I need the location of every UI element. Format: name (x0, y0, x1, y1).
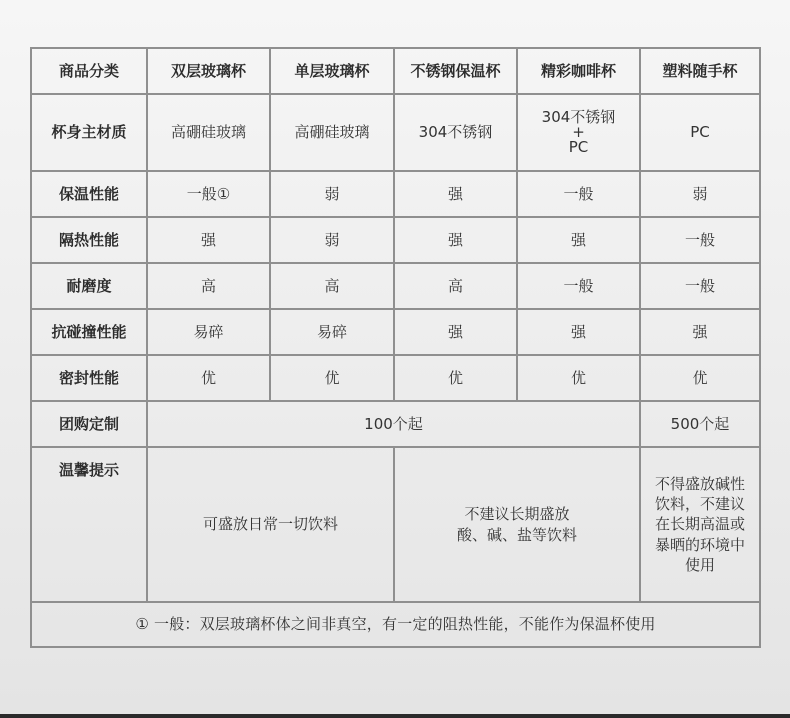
footnote-row (31, 602, 760, 647)
table-cell: 一般 (640, 263, 760, 309)
table-cell: 强 (517, 217, 640, 263)
row-label-material: 杯身主材质 (31, 94, 147, 171)
table-cell: 强 (394, 171, 517, 217)
row-label-impact: 抗碰撞性能 (31, 309, 147, 355)
col-header-plastic-cup: 塑料随手杯 (640, 48, 760, 94)
table-row (31, 94, 760, 171)
table-cell: 优 (394, 355, 517, 401)
table-row (31, 309, 760, 355)
row-label-insulation: 保温性能 (31, 171, 147, 217)
footnote: ① 一般：双层玻璃杯体之间非真空，有一定的阻热性能，不能作为保温杯使用 (31, 602, 760, 647)
table-cell (517, 94, 640, 171)
table-cell: 强 (394, 309, 517, 355)
material-plus: + (572, 123, 585, 141)
col-header-steel-thermos: 不锈钢保温杯 (394, 48, 517, 94)
tip-line: 酸、碱、盐等饮料 (456, 525, 577, 544)
table-cell: 强 (640, 309, 760, 355)
table-cell: 一般 (640, 217, 760, 263)
corner-header: 商品分类 (31, 48, 147, 94)
col-header-double-glass: 双层玻璃杯 (147, 48, 270, 94)
table-cell: 优 (270, 355, 394, 401)
tip-plastic-cell (640, 447, 760, 602)
col-header-coffee-cup: 精彩咖啡杯 (517, 48, 640, 94)
table-cell: 优 (640, 355, 760, 401)
table-cell: 优 (147, 355, 270, 401)
material-line: 304不锈钢 (541, 108, 616, 126)
tip-line: 饮料，不建议 (654, 495, 745, 514)
table-cell: 高硼硅玻璃 (147, 94, 270, 171)
custom-min-order-cell: 100个起 (147, 401, 640, 447)
table-cell: 弱 (270, 217, 394, 263)
table-row (31, 447, 760, 602)
table-cell: 高 (270, 263, 394, 309)
table-cell: 弱 (270, 171, 394, 217)
custom-min-order-plastic-cell: 500个起 (640, 401, 760, 447)
row-label-tips: 温馨提示 (31, 447, 147, 602)
tip-line: 不建议长期盛放 (464, 505, 570, 524)
table-row (31, 401, 760, 447)
tip-line: 使用 (684, 555, 715, 574)
bottom-edge-bar (0, 714, 790, 718)
table-row (31, 355, 760, 401)
col-header-single-glass: 单层玻璃杯 (270, 48, 394, 94)
tip-line: 在长期高温或 (654, 515, 745, 534)
row-label-wear: 耐磨度 (31, 263, 147, 309)
table-cell: 高硼硅玻璃 (270, 94, 394, 171)
table-cell: 易碎 (147, 309, 270, 355)
table-cell: 高 (394, 263, 517, 309)
table-cell: 强 (517, 309, 640, 355)
table-cell: PC (640, 94, 760, 171)
row-label-seal: 密封性能 (31, 355, 147, 401)
table-row (31, 217, 760, 263)
table-row (31, 171, 760, 217)
tip-glass-cell: 可盛放日常一切饮料 (147, 447, 394, 602)
table-cell: 高 (147, 263, 270, 309)
table-row (31, 263, 760, 309)
row-label-custom: 团购定制 (31, 401, 147, 447)
table-cell: 一般 (517, 171, 640, 217)
table-cell: 一般 (517, 263, 640, 309)
tip-line: 暴晒的环境中 (654, 535, 745, 554)
tip-line: 不得盛放碱性 (654, 474, 745, 493)
table-cell: 优 (517, 355, 640, 401)
header-row (31, 48, 760, 94)
table-cell: 弱 (640, 171, 760, 217)
row-label-heat: 隔热性能 (31, 217, 147, 263)
table-cell: 强 (147, 217, 270, 263)
table-cell: 304不锈钢 (394, 94, 517, 171)
cup-comparison-table (30, 47, 761, 648)
table-cell: 强 (394, 217, 517, 263)
tip-steel-coffee-cell (394, 447, 640, 602)
material-line: PC (568, 138, 589, 156)
table-cell: 易碎 (270, 309, 394, 355)
table-cell: 一般① (147, 171, 270, 217)
